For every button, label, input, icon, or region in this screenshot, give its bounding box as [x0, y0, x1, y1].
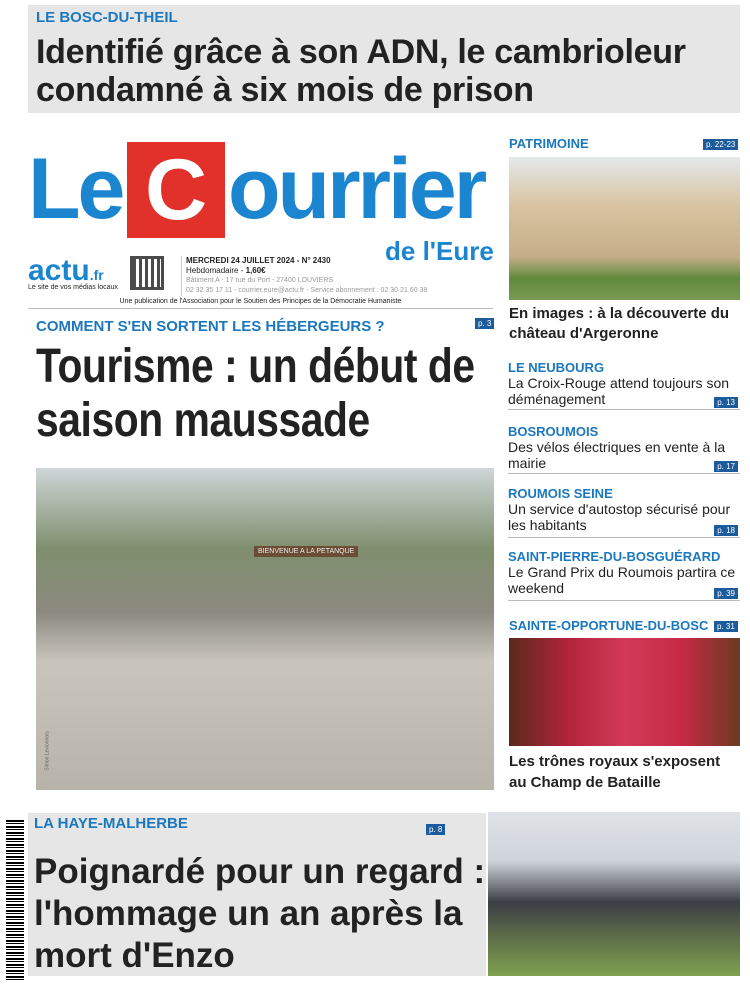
lead-photo — [36, 468, 494, 790]
chateau-photo — [509, 157, 740, 300]
logo-subtitle: de l'Eure — [385, 236, 494, 266]
top-story-headline: Identifié grâce à son ADN, le cambrioleur condamné à six mois de prison — [36, 33, 686, 109]
lead-page-ref: p. 3 — [475, 318, 494, 329]
frequency: Hebdomadaire - — [186, 266, 246, 275]
lead-kicker: COMMENT S'EN SORTENT LES HÉBERGEURS ? — [36, 318, 385, 335]
lead-headline: Tourisme : un début de saison maussade — [36, 340, 475, 447]
barcode — [6, 820, 24, 980]
brief-item[interactable] — [508, 424, 740, 474]
top-story-kicker: LE BOSC-DU-THEIL — [36, 9, 178, 26]
brief-text: Des vélos électriques en vente à la mairie — [508, 439, 726, 471]
brief-item[interactable] — [508, 549, 740, 601]
date-issue: MERCREDI 24 JUILLET 2024 - N° 2430 — [186, 256, 331, 265]
photo-sign: BIENVENUE A LA PETANQUE — [254, 546, 358, 557]
brief-page-ref: p. 39 — [714, 588, 738, 599]
logo-ourrier: ourrier — [228, 141, 485, 237]
brief-text: Le Grand Prix du Roumois partira ce weekend — [508, 564, 736, 596]
brief-item[interactable] — [508, 360, 740, 410]
brief-page-ref: p. 13 — [714, 397, 738, 408]
address: Bâtiment A - 17 rue du Port - 27400 LOUVIERS — [186, 277, 334, 284]
actu-tld: .fr — [89, 267, 104, 283]
brief-kicker: ROUMOIS SEINE — [508, 486, 613, 501]
patrimoine-headline[interactable]: En images : à la découverte du château d'Argeronne — [509, 305, 730, 342]
qr-code-icon[interactable] — [130, 256, 164, 290]
logo-le: Le — [28, 141, 123, 237]
logo-c: C — [127, 142, 225, 238]
thrones-photo — [509, 638, 740, 746]
brief-kicker: BOSROUMOIS — [508, 424, 599, 439]
bottom-page-ref: p. 8 — [426, 824, 445, 835]
thrones-page-ref: p. 31 — [714, 621, 738, 632]
brief-item[interactable] — [508, 486, 740, 538]
actu-text: actu — [28, 254, 90, 287]
issue-info — [181, 256, 427, 296]
brief-kicker: SAINT-PIERRE-DU-BOSGUÉRARD — [508, 549, 721, 564]
hommage-photo — [488, 812, 740, 976]
bottom-story[interactable] — [28, 813, 486, 976]
thrones-kicker: SAINTE-OPPORTUNE-DU-BOSC — [509, 618, 709, 633]
price: 1,60€ — [245, 266, 266, 275]
brief-page-ref: p. 17 — [714, 461, 738, 472]
brief-text: Un service d'autostop sécurisé pour les habitants — [508, 501, 731, 533]
brief-page-ref: p. 18 — [714, 525, 738, 536]
actu-logo[interactable] — [28, 254, 104, 288]
patrimoine-kicker: PATRIMOINE — [509, 136, 589, 151]
thrones-headline[interactable]: Les trônes royaux s'exposent au Champ de Bataille — [509, 753, 721, 791]
top-story[interactable] — [28, 5, 740, 113]
actu-tagline: Le site de vos médias locaux — [28, 284, 118, 291]
brief-text: La Croix-Rouge attend toujours son déménagement — [508, 375, 730, 407]
publisher: Une publication de l'Association pour le Soutien des Principes de la Démocratie Humaniste — [28, 298, 493, 309]
bottom-kicker: LA HAYE-MALHERBE — [34, 815, 188, 832]
brief-kicker: LE NEUBOURG — [508, 360, 605, 375]
patrimoine-page-ref: p. 22-23 — [703, 139, 738, 150]
photo-credit: Simon Levionnois — [44, 731, 51, 771]
bottom-headline: Poignardé pour un regard : l'hommage un an après la mort d'Enzo — [34, 852, 486, 975]
contact: 02 32 35 17 11 - courrier.eure@actu.fr - Service abonnement : 02 30 21 60 38 — [186, 287, 428, 294]
